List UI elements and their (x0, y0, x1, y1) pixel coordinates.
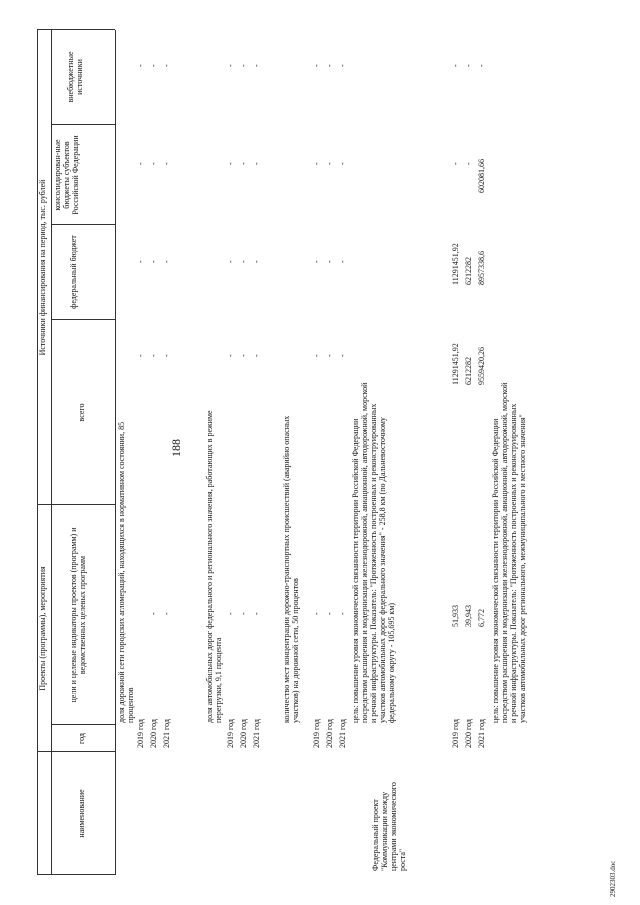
indicator-text: количество мест концентрации дорожно-транспортных происшествий (аварийно опасных участков) на дорожной сети, 50 процентов (282, 415, 300, 723)
extra-value: - (239, 64, 248, 67)
year-cell: 2019 год (226, 719, 235, 748)
extra-value: - (162, 64, 171, 67)
consolidated-value: - (149, 162, 158, 165)
total-value: - (252, 354, 261, 357)
header-extrabudget: внебюджетные источники (66, 51, 84, 103)
year-cell: 2020 год (325, 719, 334, 748)
federal-value: - (239, 260, 248, 263)
year-cell: 2020 год (149, 719, 158, 748)
total-value: - (226, 354, 235, 357)
extra-value: - (312, 64, 321, 67)
consolidated-value: - (312, 162, 321, 165)
consolidated-value: - (162, 162, 171, 165)
year-cell: 2021 год (477, 719, 486, 748)
total-value: 11291451,92 (451, 343, 460, 385)
table-right-border (37, 29, 115, 30)
goal-value: - (312, 612, 321, 615)
header-year: год (77, 733, 86, 744)
consolidated-value: - (239, 162, 248, 165)
project-name: Федеральный проект "Коммуникации между центрами экономического роста" (371, 782, 407, 871)
year-cell: 2020 год (239, 719, 248, 748)
project-goal-roads-federal: цель: повышение уровня экономической связанности территории Российской Федерации посредством расширения и модернизации железнодорожной, авиационной, автодорожной, морской и речной инфраструктуры. Показатель: "Протяженность построенных и реконструированных участков автомобильных дорог федерального значения" - 258,8 км (по Дальневосточному федеральному округу - 105,695 км) (351, 382, 396, 723)
col-divider-consolidated-extra (51, 124, 115, 125)
federal-value: - (312, 260, 321, 263)
goal-value: - (338, 612, 347, 615)
extra-value: - (136, 64, 145, 67)
goal-value: - (252, 612, 261, 615)
consolidated-value: - (252, 162, 261, 165)
federal-value: - (226, 260, 235, 263)
total-value: - (136, 354, 145, 357)
goal-value: 6,772 (477, 609, 486, 627)
extra-value: - (226, 64, 235, 67)
total-value: - (239, 354, 248, 357)
project-goal-roads-regional: цель: повышение уровня экономической связанности территории Российской Федерации посредством расширения и модернизации железнодорожной, авиационной, автодорожной, морской и речной инфраструктуры. Показатель: "Протяженность построенных и реконструированных участков автомобильных дорог регионального, межмуниципального и местного значения" (491, 382, 527, 723)
extra-value: - (252, 64, 261, 67)
extra-value: - (338, 64, 347, 67)
page-number: 188 (169, 439, 183, 457)
header-federal: федеральный бюджет (69, 235, 78, 309)
total-value: - (325, 354, 334, 357)
total-value: - (338, 354, 347, 357)
consolidated-value: - (136, 162, 145, 165)
extra-value: - (325, 64, 334, 67)
extra-value: - (477, 64, 486, 67)
consolidated-value: - (226, 162, 235, 165)
federal-value: - (136, 260, 145, 263)
federal-value: 6212282 (464, 257, 473, 285)
consolidated-value: - (338, 162, 347, 165)
goal-value: 51,933 (451, 605, 460, 627)
header-projects-group: Проекты (программы), мероприятия (38, 566, 47, 691)
table-top-border (37, 30, 38, 875)
goal-value: - (149, 612, 158, 615)
goal-value: 39,943 (464, 605, 473, 627)
footer-filename: 2902303.doc (609, 860, 617, 897)
year-cell: 2019 год (136, 719, 145, 748)
total-value: - (162, 354, 171, 357)
total-value: - (312, 354, 321, 357)
goal-value: - (162, 612, 171, 615)
indicator-text: доля дорожной сети городских агломераций, находящихся в нормативном состоянии, 85 процентов (117, 421, 135, 723)
col-divider-name-year (37, 751, 115, 752)
federal-value: - (325, 260, 334, 263)
federal-value: - (338, 260, 347, 263)
header-total: всего (77, 403, 86, 422)
col-divider-groups (37, 504, 115, 505)
consolidated-value: - (325, 162, 334, 165)
extra-value: - (464, 64, 473, 67)
federal-value: - (162, 260, 171, 263)
year-cell: 2021 год (162, 719, 171, 748)
goal-value: - (239, 612, 248, 615)
federal-value: - (252, 260, 261, 263)
table-left-border (37, 874, 115, 875)
goal-value: - (325, 612, 334, 615)
federal-value: - (149, 260, 158, 263)
year-cell: 2019 год (451, 719, 460, 748)
total-value: 6212282 (464, 357, 473, 385)
year-cell: 2021 год (252, 719, 261, 748)
year-cell: 2020 год (464, 719, 473, 748)
indicator-text: доля автомобильных дорог федерального и регионального значения, работающих в режиме перегрузки, 9,1 процента (205, 410, 223, 723)
consolidated-value: - (464, 162, 473, 165)
col-divider-federal-consolidated (51, 224, 115, 225)
total-value: - (149, 354, 158, 357)
extra-value: - (451, 64, 460, 67)
header-row-divider (51, 30, 52, 875)
header-bottom-border (115, 30, 116, 875)
header-goals: цели и целевые индикаторы проектов (программ) и ведомственных целевых программ (69, 527, 87, 703)
goal-value: - (226, 612, 235, 615)
extra-value: - (149, 64, 158, 67)
header-consolidated: консолидирован-ные бюджеты субъектов Российской Федерации (53, 135, 80, 215)
header-name: наименование (77, 789, 86, 838)
header-sources-group: Источники финансирования на период, тыс. рублей (38, 179, 47, 356)
year-cell: 2019 год (312, 719, 321, 748)
federal-value: 8957338,6 (477, 251, 486, 285)
consolidated-value: 602081,66 (477, 159, 486, 193)
total-value: 9559420,26 (477, 347, 486, 385)
consolidated-value: - (451, 162, 460, 165)
year-cell: 2021 год (338, 719, 347, 748)
federal-value: 11291451,92 (451, 243, 460, 285)
